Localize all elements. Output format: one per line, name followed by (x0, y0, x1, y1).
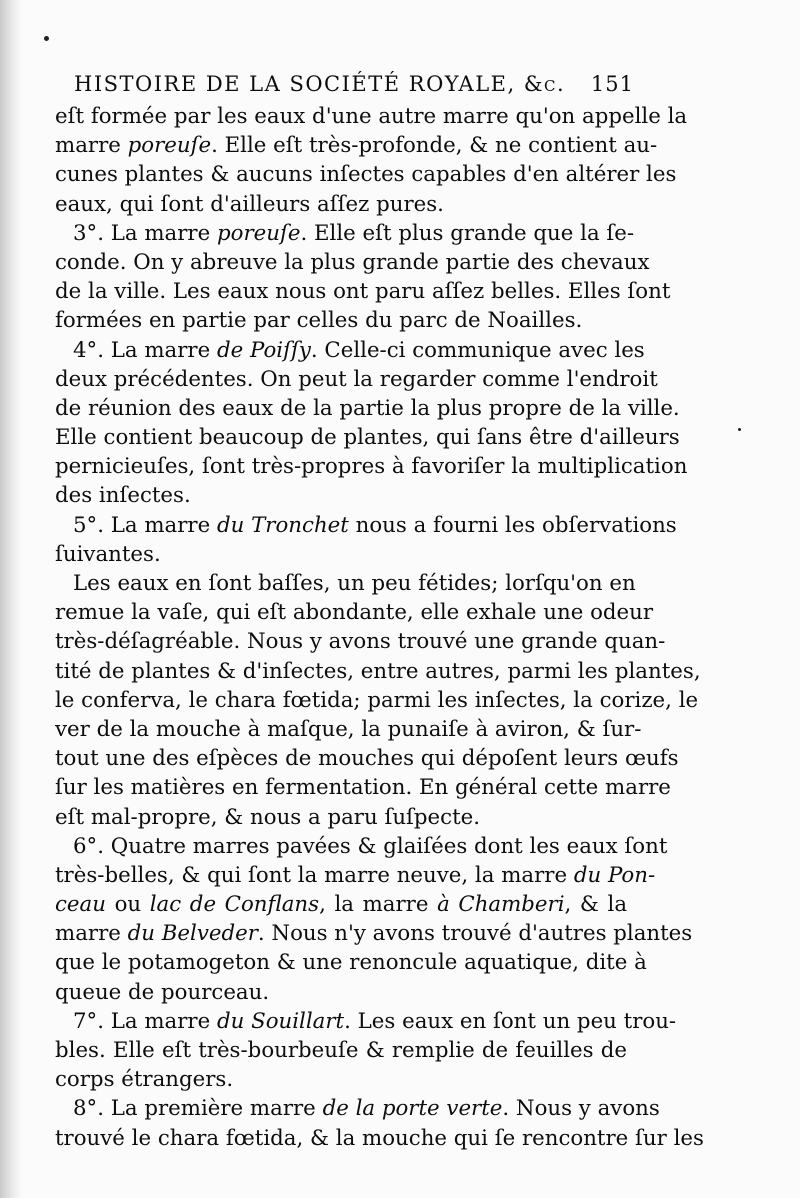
text-line (55, 686, 699, 715)
text-segment: des inſectes. (55, 483, 191, 509)
text-segment: queue de pourceau. (55, 979, 270, 1005)
text-segment: , & la (564, 892, 628, 918)
text-segment: . Elle eſt plus grande que la ſe- (300, 220, 635, 246)
text-segment: ou (105, 892, 150, 918)
text-segment: 3°. La marre (73, 220, 217, 246)
text-segment: le conferva, le chara fœtida; parmi les inſectes, la corize, le (55, 687, 699, 713)
text-segment: remue la vaſe, qui eſt abondante, elle exhale une odeur (55, 600, 654, 626)
text-segment: tité de plantes & d'inſectes, entre autres, parmi les plantes, (55, 658, 701, 684)
italic-text: ceau (55, 892, 106, 918)
text-line (55, 744, 679, 773)
text-line (55, 1124, 704, 1153)
text-line (55, 365, 658, 394)
text-line (55, 1065, 627, 1094)
italic-text: du Belveder (127, 921, 258, 947)
ink-speck (738, 428, 741, 431)
text-segment: marre (55, 133, 128, 159)
text-line (55, 773, 671, 802)
text-segment: ver de la mouche à maſque, la punaiſe à aviron, & ſur- (55, 716, 642, 742)
text-line (55, 248, 650, 277)
text-segment: 8°. La première marre (73, 1096, 323, 1122)
text-line (55, 627, 666, 656)
text-line (55, 452, 688, 481)
page-edge-shadow (0, 0, 22, 1198)
text-line (55, 131, 658, 160)
italic-text: du Pon- (573, 862, 656, 888)
text-segment: Les eaux en ſont baſſes, un peu fétides; lorſqu'on en (73, 571, 636, 596)
text-line (55, 423, 680, 452)
text-segment: eſt mal-propre, & nous a paru ſuſpecte. (55, 804, 481, 830)
text-segment: deux précédentes. On peut la regarder comme l'endroit (55, 366, 658, 392)
text-line (55, 160, 677, 189)
text-segment: de réunion des eaux de la partie la plus propre de la ville. (55, 395, 680, 421)
text-line (55, 569, 636, 598)
running-header-title: HISTOIRE DE LA SOCIÉTÉ ROYALE, &c. (74, 72, 566, 96)
text-segment: corps étrangers. (55, 1067, 234, 1093)
text-line (55, 219, 635, 248)
text-segment: conde. On y abreuve la plus grande partie des chevaux (55, 249, 650, 275)
text-line (55, 540, 627, 569)
text-segment: de la ville. Les eaux nous ont paru aſſez belles. Elles ſont (55, 279, 671, 305)
text-segment: ſuivantes. (55, 541, 161, 567)
text-segment: 4°. La marre (73, 337, 217, 363)
text-segment: eſt formée par les eaux d'une autre marre qu'on appelle la (55, 104, 688, 129)
text-line (55, 919, 693, 948)
text-line (55, 1036, 627, 1065)
text-segment: très-belles, & qui ſont la marre neuve, la marre (55, 862, 574, 888)
text-line (55, 948, 647, 977)
text-segment: . Nous n'y avons trouvé d'autres plantes (257, 921, 693, 947)
text-segment: tout une des eſpèces de mouches qui dépoſent leurs œufs (55, 746, 679, 772)
text-segment: trouvé le chara fœtida, & la mouche qui ſe rencontre ſur les (55, 1125, 704, 1151)
italic-text: poreuſe (216, 220, 301, 246)
text-segment: marre (55, 921, 128, 947)
text-line (55, 715, 642, 744)
text-line (55, 102, 688, 131)
text-line (55, 306, 627, 335)
text-line (55, 978, 627, 1007)
text-line (55, 336, 645, 365)
text-line (55, 511, 677, 540)
text-line (55, 861, 656, 890)
text-line (55, 803, 627, 832)
text-line (55, 832, 668, 861)
italic-text: de la porte verte (322, 1096, 503, 1122)
italic-text: du Tronchet (216, 512, 349, 538)
text-segment: formées en partie par celles du parc de Noailles. (55, 308, 583, 334)
text-line (55, 890, 627, 919)
text-segment: très-déſagréable. Nous y avons trouvé une grande quan- (55, 629, 666, 655)
text-segment: eaux, qui ſont d'ailleurs aſſez pures. (55, 191, 444, 217)
text-line (55, 1007, 677, 1036)
text-line (55, 1094, 660, 1123)
text-segment: 7°. La marre (73, 1008, 217, 1034)
text-segment: cunes plantes & aucuns inſectes capables d'en altérer les (55, 162, 677, 188)
italic-text: à Chamberi (437, 892, 565, 918)
text-segment: . Nous y avons (502, 1096, 660, 1122)
text-segment: nous a fourni les obſervations (348, 512, 677, 538)
text-line (55, 481, 627, 510)
text-line (55, 277, 671, 306)
italic-text: du Souillart (216, 1008, 345, 1034)
text-segment: bles. Elle eſt très-bourbeuſe & remplie de feuilles de (55, 1038, 627, 1063)
text-line (55, 394, 680, 423)
ink-speck (44, 36, 49, 41)
italic-text: lac de Conflans (149, 892, 320, 918)
running-header (74, 72, 634, 96)
text-segment: 5°. La marre (73, 512, 217, 538)
text-segment: Elle contient beaucoup de plantes, qui ſans être d'ailleurs (55, 425, 680, 451)
text-segment: pernicieuſes, ſont très-propres à favoriſer la multiplication (55, 454, 688, 480)
text-segment: . Celle-ci communique avec les (310, 337, 645, 363)
text-segment: ſur les matières en fermentation. En général cette marre (55, 775, 671, 801)
text-segment: , la marre (319, 892, 438, 918)
text-segment: . Les eaux en ſont un peu trou- (344, 1008, 677, 1034)
text-line (55, 657, 701, 686)
italic-text: de Poiſſy (216, 337, 311, 363)
text-line (55, 190, 627, 219)
text-segment: que le potamogeton & une renoncule aquatique, dite à (55, 950, 647, 976)
italic-text: poreuſe (127, 133, 212, 159)
page-number: 151 (590, 72, 634, 96)
text-line (55, 598, 654, 627)
body-text (55, 102, 704, 1153)
text-segment: . Elle eſt très-profonde, & ne contient au- (211, 133, 658, 159)
text-segment: 6°. Quatre marres pavées & glaiſées dont les eaux ſont (73, 833, 668, 859)
